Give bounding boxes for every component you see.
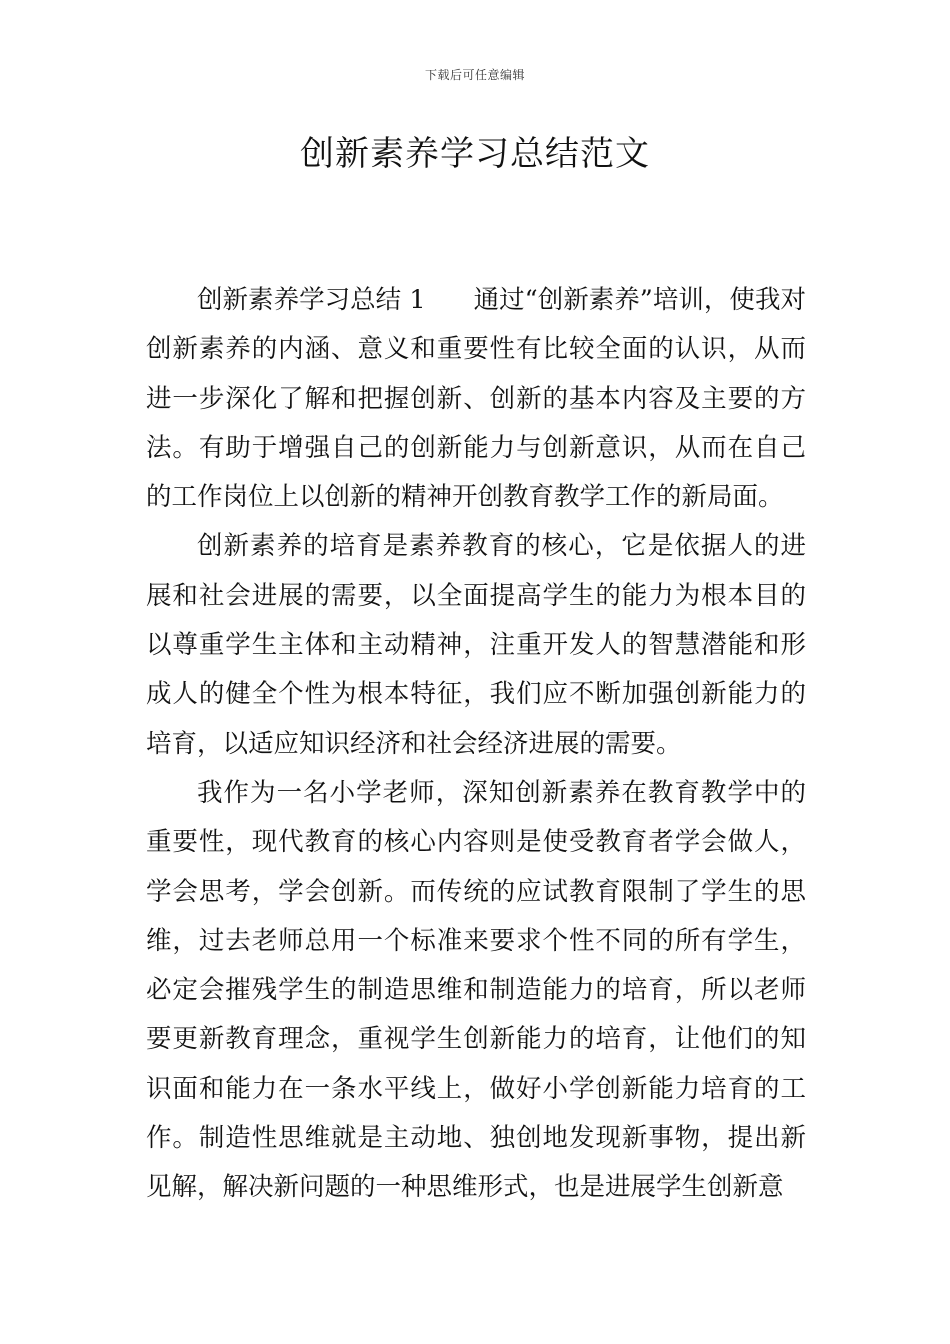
header-note: 下载后可任意编辑: [424, 68, 525, 82]
document-title: 创新素养学习总结范文: [300, 134, 650, 174]
paragraph-1: [146, 276, 806, 522]
paragraph-2: 创新素养的培育是素养教育的核心，它是依据人的进展和社会进展的需要，以全面提高学生的能力为根本目的以尊重学生主体和主动精神，注重开发人的智慧潜能和形成人的健全个性为根本特征，我们应不断加强创新能力的培育，以适应知识经济和社会经济进展的需要。: [146, 531, 806, 759]
paragraph-1-text: 通过“创新素养”培训，使我对创新素养的内涵、意义和重要性有比较全面的认识，从而进一步深化了解和把握创新、创新的基本内容及主要的方法。有助于增强自己的创新能力与创新意识，从而在自己的工作岗位上以创新的精神开创教育教学工作的新局面。: [146, 285, 806, 513]
section-heading: 创新素养学习总结 1: [197, 285, 426, 315]
document-body: [146, 276, 806, 1213]
paragraph-3: 我作为一名小学老师，深知创新素养在教育教学中的重要性，现代教育的核心内容则是使受教育者学会做人，学会思考，学会创新。而传统的应试教育限制了学生的思维，过去老师总用一个标准来要求个性不同的所有学生，必定会摧残学生的制造思维和制造能力的培育，所以老师要更新教育理念，重视学生创新能力的培育，让他们的知识面和能力在一条水平线上，做好小学创新能力培育的工作。制造性思维就是主动地、独创地发现新事物，提出新见解，解决新问题的一种思维形式，也是进展学生创新意: [146, 777, 806, 1203]
